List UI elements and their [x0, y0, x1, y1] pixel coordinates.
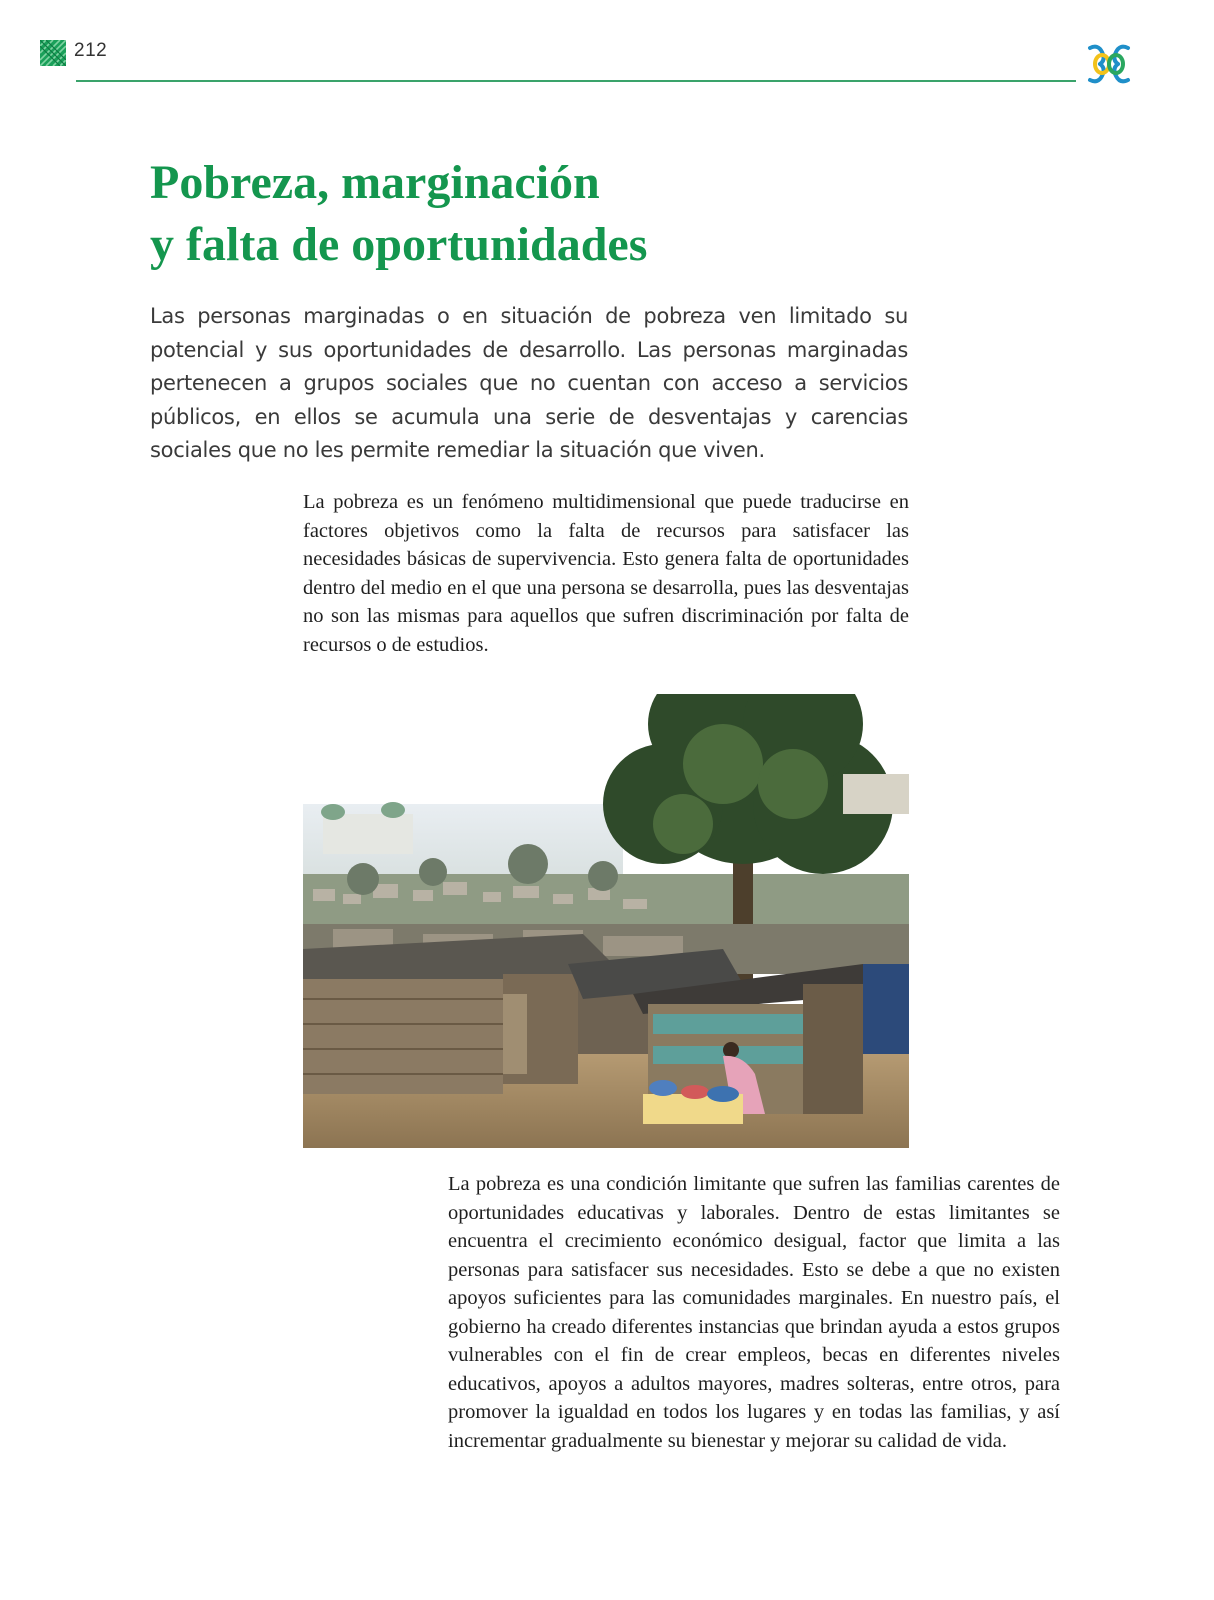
brand-logo-icon [1086, 40, 1132, 86]
title-line-1: Pobreza, marginación [150, 156, 600, 209]
page-number: 212 [74, 40, 108, 61]
page-title [150, 152, 647, 276]
intro-paragraph: Las personas marginadas o en situación de pobreza ven limitado su potencial y sus oportunidades de desarrollo. Las personas marginadas pertenecen a grupos sociales que no cuentan con acceso a servicios públicos, en ellos se acumula una serie de desventajas y carencias sociales que no les permite remediar la situación que viven. [150, 304, 908, 462]
chapter-pattern-icon [40, 40, 66, 66]
shanty-town-photo [303, 694, 909, 1148]
body-paragraph-2: La pobreza es un fenómeno multidimensional que puede traducirse en factores objetivos como la falta de recursos para satisfacer las necesidades básicas de supervivencia. Esto genera falta de oportunidades dentro del medio en el que una persona se desarrolla, pues las desventajas no son las mismas para aquellos que sufren discriminación por falta de recursos o de estudios. [303, 491, 909, 656]
header-divider [76, 80, 1076, 82]
title-line-2: y falta de oportunidades [150, 218, 648, 271]
body-paragraph-3: La pobreza es una condición limitante que sufren las familias carentes de oportunidades educativas y laborales. Dentro de estas limitantes se encuentra el crecimiento económico desigual, factor que limita a las personas para satisfacer sus necesidades. Esto se debe a que no existen apoyos suficientes para las comunidades marginales. En nuestro país, el gobierno ha creado diferentes instancias que brindan ayuda a estos grupos vulnerables con el fin de crear empleos, becas en diferentes niveles educativos, apoyos a adultos mayores, madres solteras, entre otros, para promover la igualdad en todos los lugares y en todas las familias, y así incrementar gradualmente su bienestar y mejorar su calidad de vida. [448, 1173, 1060, 1452]
